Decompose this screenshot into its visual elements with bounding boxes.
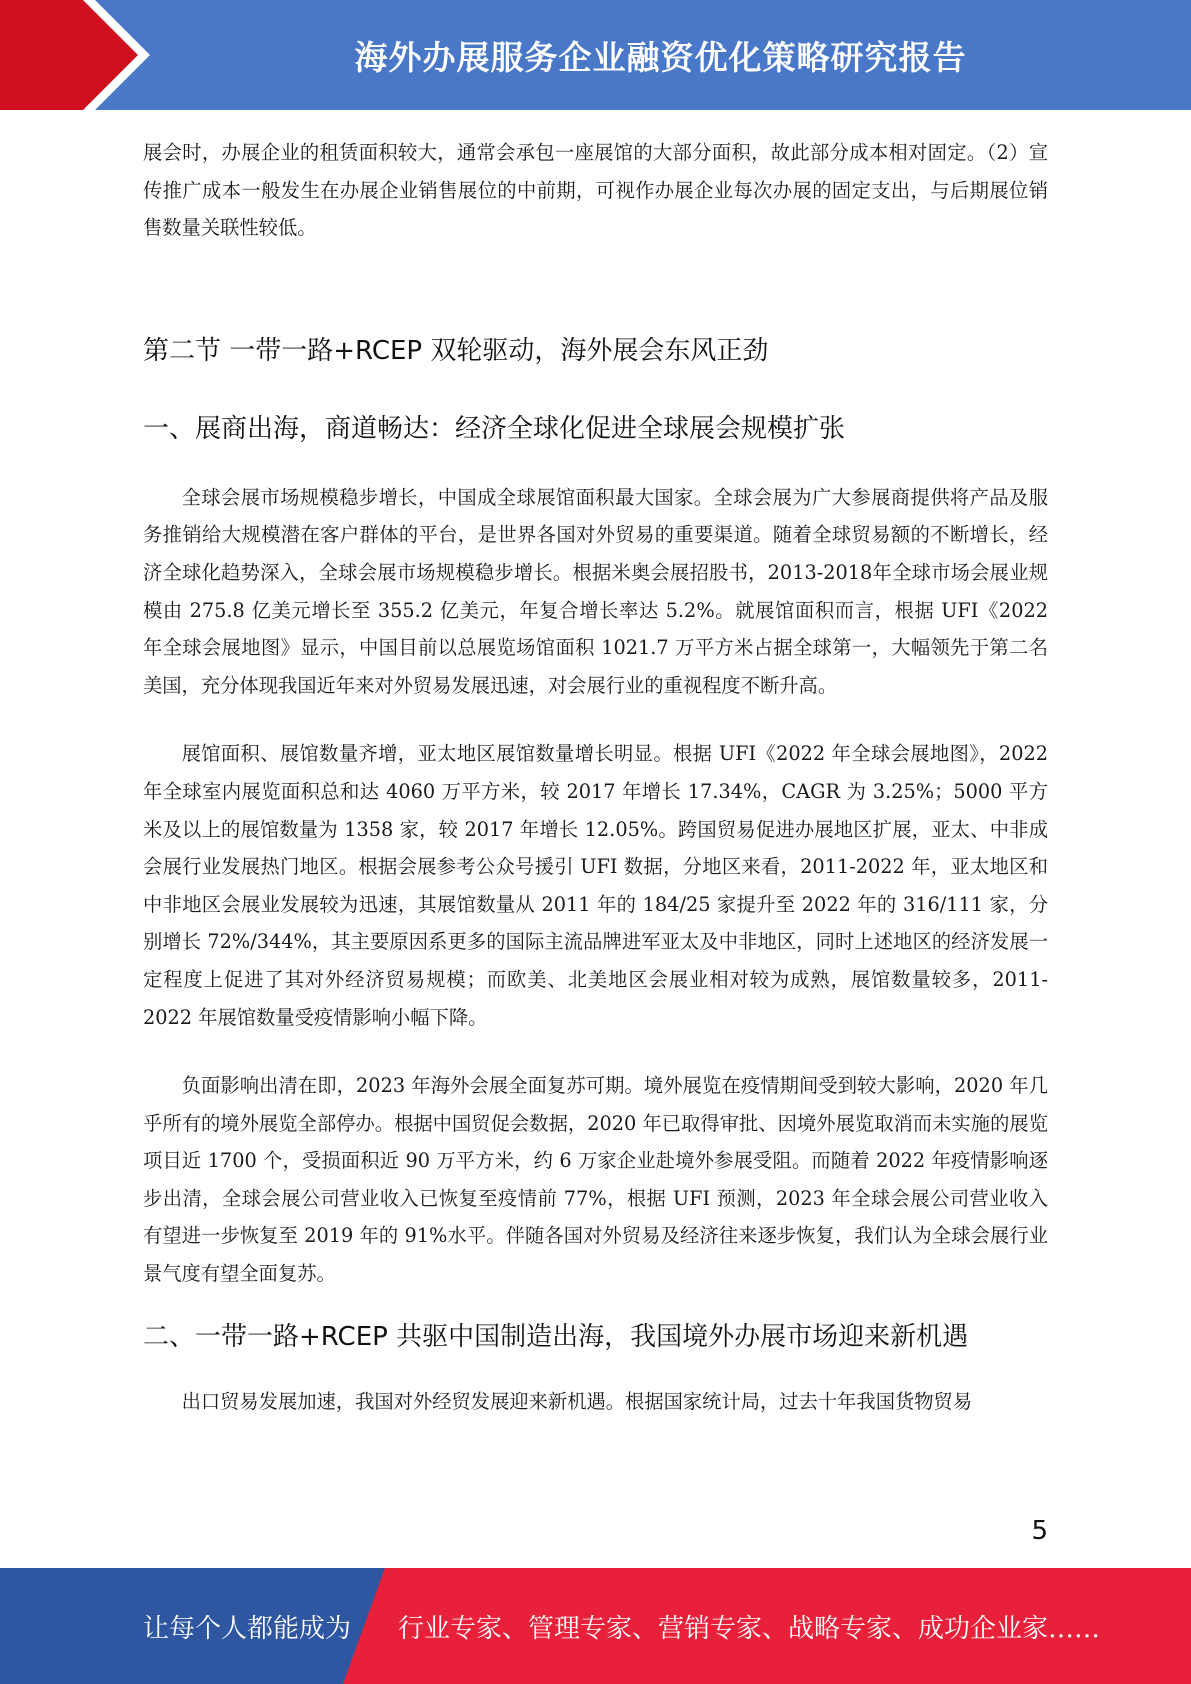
paragraph-4: 出口贸易发展加速，我国对外经贸发展迎来新机遇。根据国家统计局，过去十年我国货物贸易 <box>181 1389 973 1413</box>
page-header <box>0 0 1191 110</box>
heading-1: 一、展商出海，商道畅达：经济全球化促进全球展会规模扩张 <box>143 413 846 444</box>
red-arrow-decoration <box>0 0 160 110</box>
paragraph-3: 负面影响出清在即，2023 年海外会展全面复苏可期。境外展览在疫情期间受到较大影响，2020 年几乎所有的境外展览全部停办。根据中国贸促会数据，2020 年已取得审批、因境外展览取消而未实施的展览项目近 1700 个，受损面积近 90 万平方米，约 6 万家企业赴境外参展受阻。而随着 2022 年疫情影响逐步出清，全球会展公司营业收入已恢复至疫情前 77%，根据 UFI 预测，2023 年全球会展公司营业收入有望进一步恢复至 2019 年的 91%水平。伴随各国对外贸易及经济往来逐步恢复，我们认为全球会展行业景气度有望全面复苏。 <box>143 1074 1048 1286</box>
footer-slogan-left: 让每个人都能成为 <box>143 1613 352 1644</box>
paragraph-continued: 展会时，办展企业的租赁面积较大，通常会承包一座展馆的大部分面积，故此部分成本相对固定。（2）宣传推广成本一般发生在办展企业销售展位的中前期，可视作办展企业每次办展的固定支出，与后期展位销售数量关联性较低。 <box>143 141 1048 240</box>
paragraph-2: 展馆面积、展馆数量齐增，亚太地区展馆数量增长明显。根据 UFI《2022 年全球会展地图》，2022 年全球室内展览面积总和达 4060 万平方米，较 2017 年增长 17.34%，CAGR 为 3.25%；5000 平方米及以上的展馆数量为 1358 家，较 2017 年增长 12.05%。跨国贸易促进办展地区扩展，亚太、中非成会展行业发展热门地区。根据会展参考公众号援引 UFI 数据，分地区来看，2011-2022 年，亚太地区和中非地区会展业发展较为迅速，其展馆数量从 2011 年的 184/25 家提升至 2022 年的 316/111 家，分别增长 72%/344%，其主要原因系更多的国际主流品牌进军亚太及中非地区，同时上述地区的经济发展一定程度上促进了其对外经济贸易规模；而欧美、北美地区会展业相对较为成熟，展馆数量较多，2011-2022 年展馆数量受疫情影响小幅下降。 <box>143 742 1048 1029</box>
section-title: 第二节 一带一路+RCEP 双轮驱动，海外展会东风正劲 <box>143 335 769 366</box>
footer-slogan-right: 行业专家、管理专家、营销专家、战略专家、成功企业家…… <box>398 1613 1101 1644</box>
heading-2: 二、一带一路+RCEP 共驱中国制造出海，我国境外办展市场迎来新机遇 <box>143 1321 969 1352</box>
page-content <box>143 130 1048 1420</box>
report-title: 海外办展服务企业融资优化策略研究报告 <box>354 37 967 77</box>
paragraph-1: 全球会展市场规模稳步增长，中国成全球展馆面积最大国家。全球会展为广大参展商提供将产品及服务推销给大规模潜在客户群体的平台，是世界各国对外贸易的重要渠道。随着全球贸易额的不断增长，经济全球化趋势深入，全球会展市场规模稳步增长。根据米奥会展招股书，2013-2018年全球市场会展业规模由 275.8 亿美元增长至 355.2 亿美元，年复合增长率达 5.2%。就展馆面积而言，根据 UFI《2022 年全球会展地图》显示，中国目前以总展览场馆面积 1021.7 万平方米占据全球第一，大幅领先于第二名美国，充分体现我国近年来对外贸易发展迅速，对会展行业的重视程度不断升高。 <box>143 485 1048 697</box>
page-number: 5 <box>1031 1516 1048 1546</box>
page-footer <box>0 1568 1191 1684</box>
